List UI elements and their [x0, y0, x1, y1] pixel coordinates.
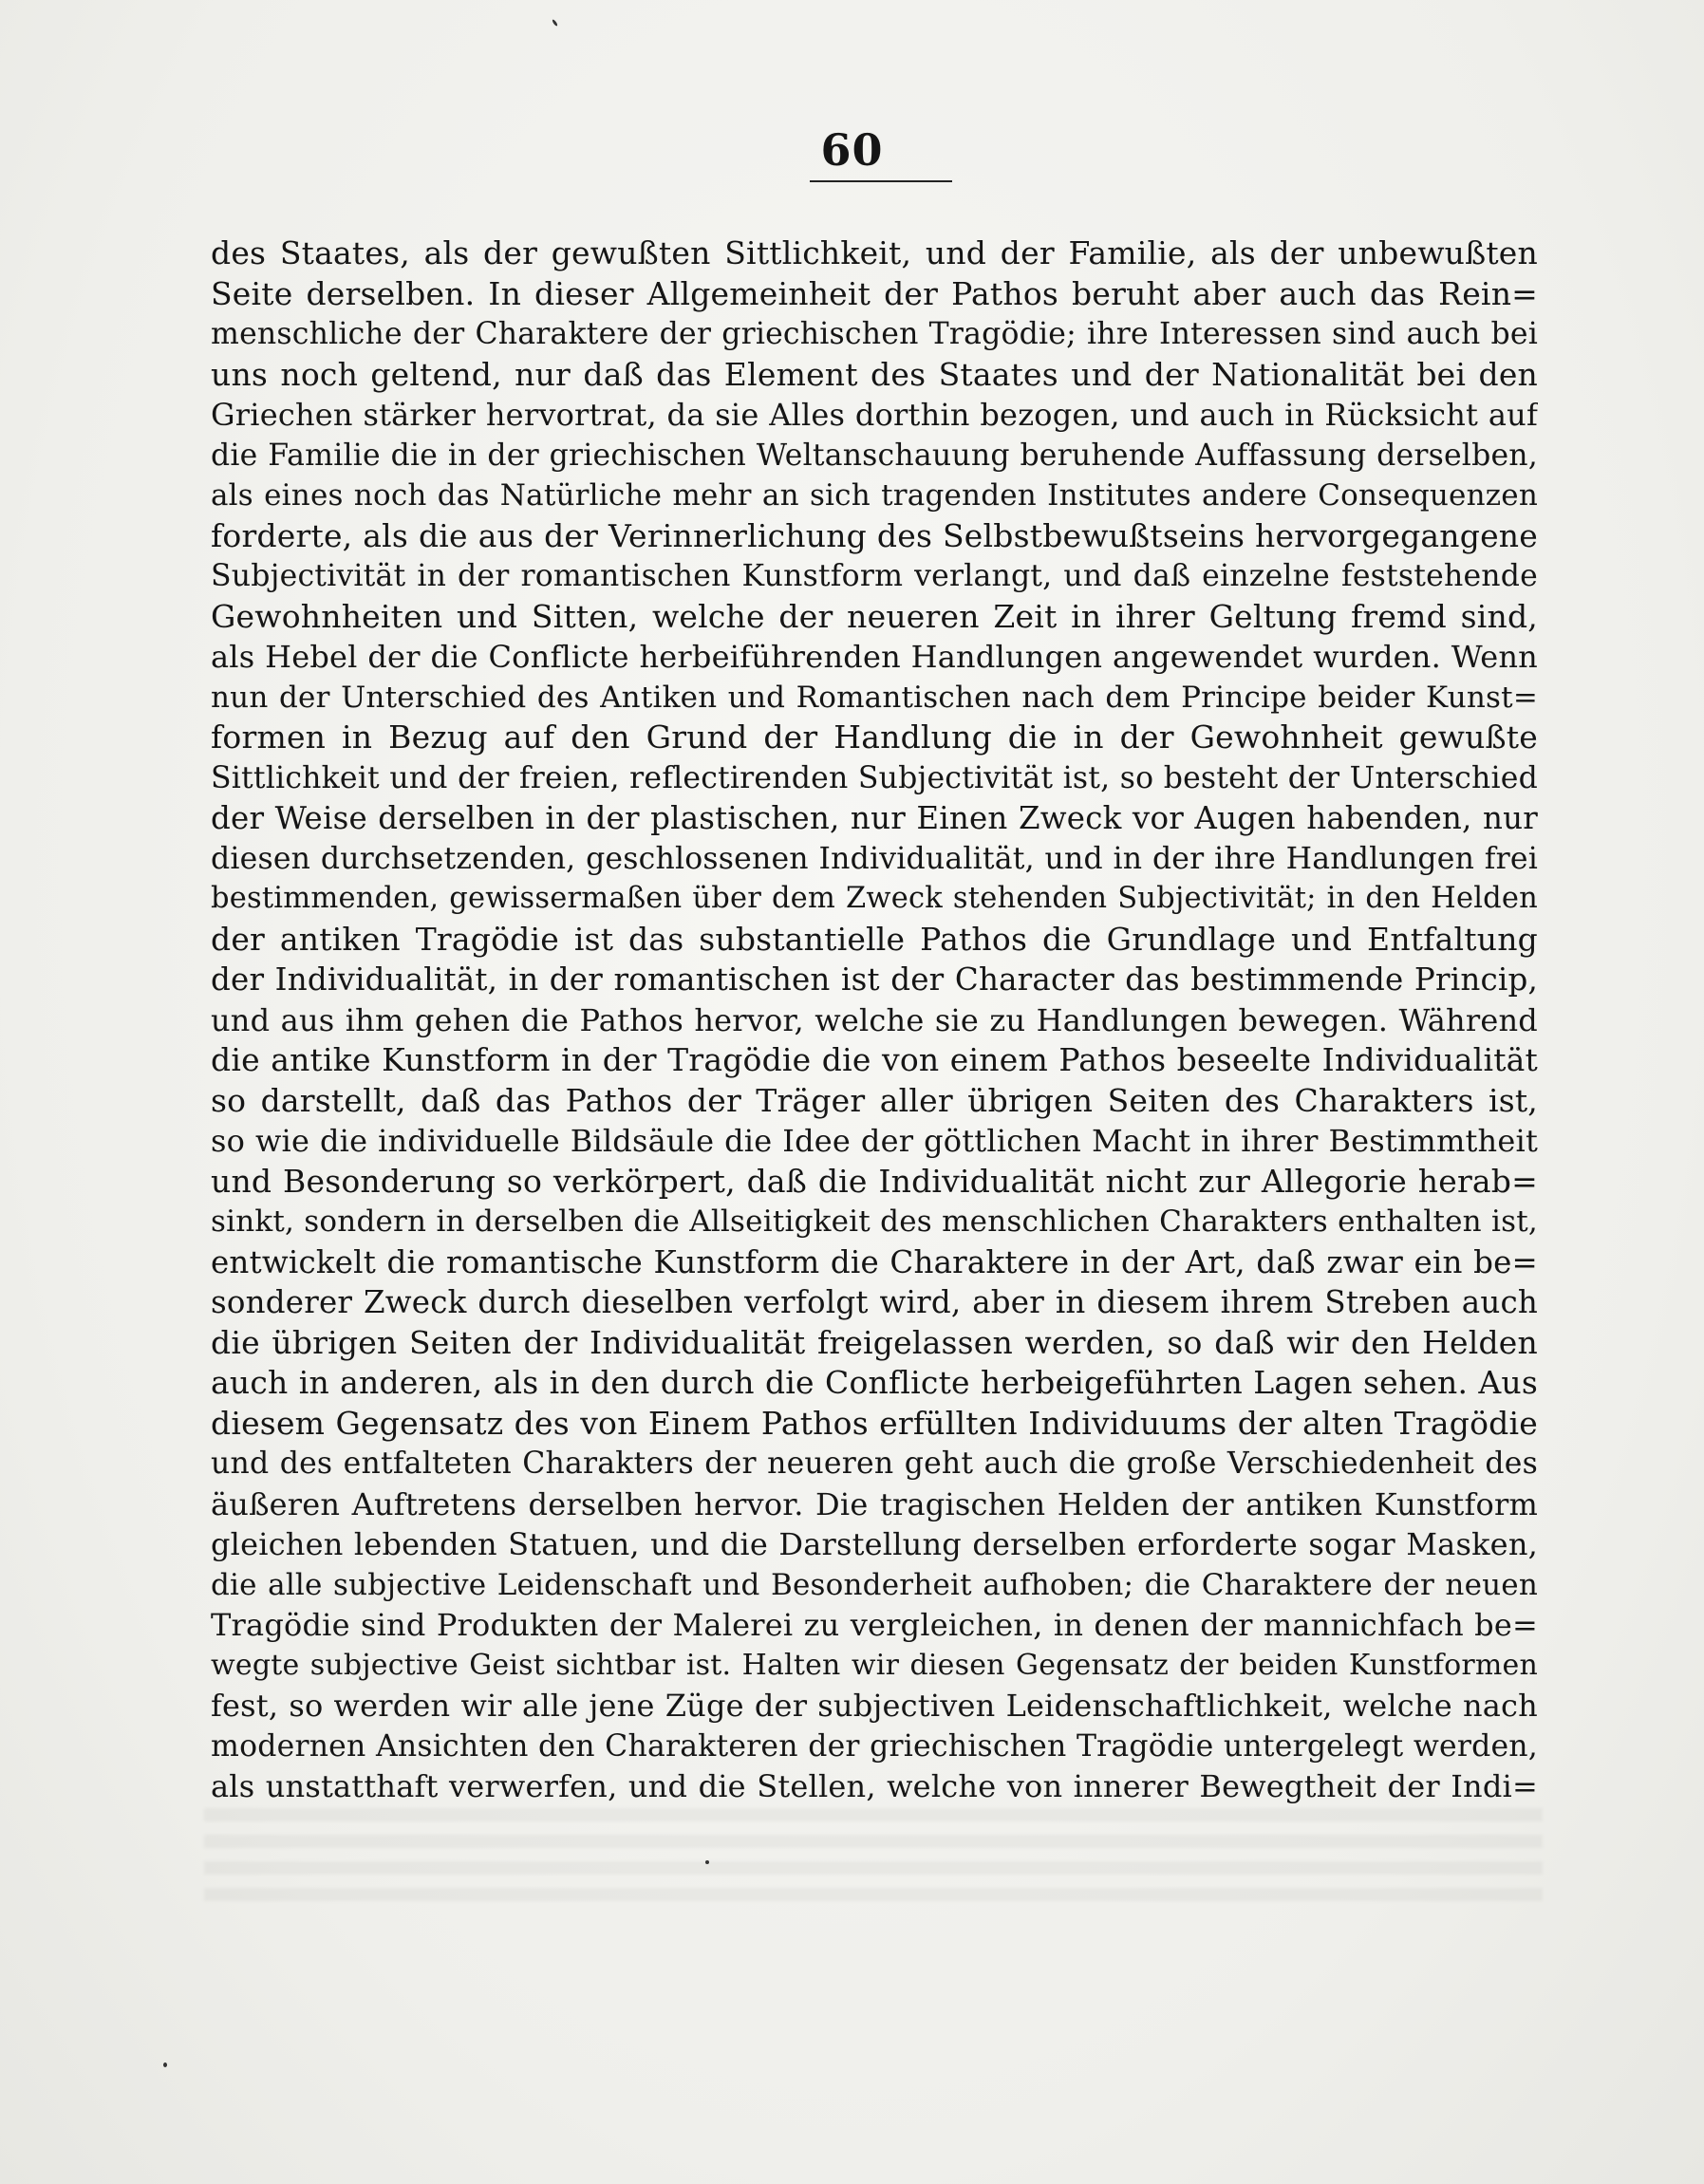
text-line: und Besonderung so verkörpert, daß die Individualität nicht zur Allegorie herab=: [211, 1162, 1538, 1200]
text-line: fest, so werden wir alle jene Züge der subjectiven Leidenschaftlichkeit, welche nach: [211, 1688, 1538, 1724]
text-line: so darstellt, daß das Pathos der Träger aller übrigen Seiten des Charakters ist,: [211, 1081, 1538, 1119]
dust-speck: [552, 19, 558, 27]
text-line: und des entfalteten Charakters der neueren geht auch die große Verschiedenheit des: [211, 1447, 1538, 1481]
text-line: als unstatthaft verwerfen, und die Stellen, welche von innerer Bewegtheit der Indi=: [211, 1768, 1538, 1804]
text-line: als Hebel der die Conflicte herbeiführenden Handlungen angewendet wurden. Wenn: [211, 639, 1538, 675]
text-line: gleichen lebenden Statuen, und die Darstellung derselben erforderte sogar Masken,: [211, 1526, 1538, 1562]
page-number: 60: [820, 124, 884, 176]
dust-speck: [163, 2063, 167, 2067]
text-line: äußeren Auftretens derselben hervor. Die tragischen Helden der antiken Kunstform: [211, 1485, 1538, 1522]
body-text: [211, 233, 1538, 1807]
text-line: und aus ihm gehen die Pathos hervor, welche sie zu Handlungen bewegen. Während: [211, 1001, 1538, 1038]
text-line: die antike Kunstform in der Tragödie die von einem Pathos beseelte Individualität: [211, 1041, 1538, 1078]
text-line: nun der Unterschied des Antiken und Romantischen nach dem Principe beider Kunst=: [211, 680, 1538, 715]
text-line: Griechen stärker hervortrat, da sie Alles dorthin bezogen, und auch in Rücksicht auf: [211, 397, 1538, 433]
text-line: diesen durchsetzenden, geschlossenen Individualität, und in der ihre Handlungen frei: [211, 841, 1538, 876]
text-line: Sittlichkeit und der freien, reflectirenden Subjectivität ist, so besteht der Unterschied: [211, 760, 1538, 795]
text-line: die übrigen Seiten der Individualität freigelassen werden, so daß wir den Helden: [211, 1323, 1538, 1361]
text-line: sonderer Zweck durch dieselben verfolgt wird, aber in diesem ihrem Streben auch: [211, 1284, 1538, 1320]
show-through-from-reverse: [204, 1808, 1543, 1913]
text-line: modernen Ansichten den Charakteren der griechischen Tragödie untergelegt werden,: [211, 1728, 1538, 1764]
text-line: auch in anderen, als in den durch die Conflicte herbeigeführten Lagen sehen. Aus: [211, 1364, 1538, 1401]
text-line: wegte subjective Geist sichtbar ist. Halten wir diesen Gegensatz der beiden Kunstformen: [211, 1648, 1538, 1682]
text-line: als eines noch das Natürliche mehr an sich tragenden Institutes andere Consequenzen: [211, 478, 1538, 513]
text-line: formen in Bezug auf den Grund der Handlung die in der Gewohnheit gewußte: [211, 719, 1538, 756]
text-line: der Weise derselben in der plastischen, nur Einen Zweck vor Augen habenden, nur: [211, 800, 1538, 836]
text-line: Tragödie sind Produkten der Malerei zu vergleichen, in denen der mannichfach be=: [211, 1607, 1538, 1643]
text-line: der Individualität, in der romantischen ist der Character das bestimmende Princip,: [211, 961, 1538, 998]
header-rule: [810, 180, 952, 182]
text-line: die alle subjective Leidenschaft und Besonderheit aufhoben; die Charaktere der neuen: [211, 1567, 1538, 1602]
text-line: entwickelt die romantische Kunstform die Charaktere in der Art, daß zwar ein be=: [211, 1243, 1538, 1280]
text-line: uns noch geltend, nur daß das Element des Staates und der Nationalität bei den: [211, 355, 1538, 393]
text-line: Seite derselben. In dieser Allgemeinheit der Pathos beruht aber auch das Rein=: [211, 274, 1538, 312]
text-line: die Familie die in der griechischen Weltanschauung beruhende Auffassung derselben,: [211, 438, 1538, 473]
dust-speck: [705, 1860, 709, 1864]
text-line: des Staates, als der gewußten Sittlichkeit, und der Familie, als der unbewußten: [211, 234, 1538, 271]
text-line: forderte, als die aus der Verinnerlichung des Selbstbewußtseins hervorgegangene: [211, 516, 1538, 554]
text-line: der antiken Tragödie ist das substantielle Pathos die Grundlage und Entfaltung: [211, 920, 1538, 958]
text-line: Subjectivität in der romantischen Kunstform verlangt, und daß einzelne feststehende: [211, 559, 1538, 593]
text-line: bestimmenden, gewissermaßen über dem Zweck stehenden Subjectivität; in den Helden: [211, 882, 1538, 915]
text-line: diesem Gegensatz des von Einem Pathos erfüllten Individuums der alten Tragödie: [211, 1404, 1538, 1442]
text-line: sinkt, sondern in derselben die Allseitigkeit des menschlichen Charakters enthalten ist,: [211, 1204, 1538, 1239]
text-line: so wie die individuelle Bildsäule die Idee der göttlichen Macht in ihrer Bestimmtheit: [211, 1123, 1538, 1159]
text-line: menschliche der Charaktere der griechischen Tragödie; ihre Interessen sind auch bei: [211, 317, 1538, 351]
text-line: Gewohnheiten und Sitten, welche der neueren Zeit in ihrer Geltung fremd sind,: [211, 597, 1538, 635]
